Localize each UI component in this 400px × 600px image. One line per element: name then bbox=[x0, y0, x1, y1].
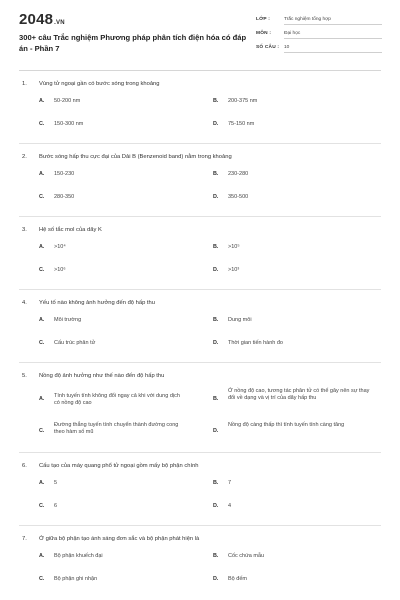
question-label: Nồng độ ảnh hưởng như thế nào đến độ hấp thu bbox=[39, 373, 165, 379]
option-row bbox=[0, 317, 400, 340]
question-label: Yếu tố nào không ảnh hưởng đến độ hấp thu bbox=[39, 300, 155, 306]
meta-label: LỚP : bbox=[256, 17, 271, 22]
question-number: 6. bbox=[22, 463, 27, 469]
option-value: >10⁵ bbox=[228, 244, 240, 250]
option-value: Bộ phận khuếch đại bbox=[54, 553, 103, 559]
option-row bbox=[0, 98, 400, 121]
question-text bbox=[22, 226, 382, 234]
option-row bbox=[0, 121, 400, 136]
option-value: Cấu trúc phân tử bbox=[54, 340, 96, 346]
option-value: 75-150 nm bbox=[228, 121, 255, 127]
question-label: Bước sóng hấp thu cực đại của Dải B (Benzenoid band) nằm trong khoảng bbox=[39, 154, 232, 160]
option-key: D. bbox=[213, 267, 219, 273]
question-divider bbox=[19, 143, 381, 144]
question-divider bbox=[19, 525, 381, 526]
question-label: Ở giữa bộ phận tạo ánh sáng đơn sắc và bộ phận phát hiện là bbox=[39, 536, 200, 542]
meta-row-subject bbox=[256, 28, 382, 42]
question-text bbox=[22, 153, 382, 161]
option-row bbox=[0, 480, 400, 503]
option-value: 350-500 bbox=[228, 194, 249, 200]
site-logo[interactable] bbox=[19, 11, 65, 28]
question-number: 3. bbox=[22, 227, 27, 233]
question-label: Cấu tạo của máy quang phổ tử ngoại gồm mấy bộ phận chính bbox=[39, 463, 199, 469]
option-value: 4 bbox=[228, 503, 232, 509]
options bbox=[0, 388, 400, 450]
page-title: 300+ câu Trắc nghiệm Phương pháp phân tích điện hóa có đáp án - Phần 7 bbox=[19, 33, 247, 53]
question-text bbox=[22, 372, 382, 380]
option-row bbox=[0, 194, 400, 209]
meta-value: Trắc nghiệm tổng hợp bbox=[284, 16, 382, 25]
option-key: A. bbox=[39, 553, 45, 559]
question-divider bbox=[19, 216, 381, 217]
option-row bbox=[0, 553, 400, 576]
option-key: B. bbox=[213, 98, 219, 104]
option-key: C. bbox=[39, 428, 45, 434]
logo-text: 2048 bbox=[19, 11, 54, 28]
option-row bbox=[0, 503, 400, 518]
question-list bbox=[0, 80, 400, 597]
option-value: >10⁶ bbox=[54, 267, 66, 273]
option-row bbox=[0, 422, 400, 450]
option-key: D. bbox=[213, 194, 219, 200]
question-divider bbox=[19, 362, 381, 363]
header bbox=[0, 0, 400, 68]
option-row bbox=[0, 388, 400, 422]
option-value: >10³ bbox=[228, 267, 240, 273]
option-key: C. bbox=[39, 194, 45, 200]
option-value: Nồng độ càng thấp thì tính tuyến tính càng tăng bbox=[228, 422, 345, 428]
option-key: C. bbox=[39, 267, 45, 273]
option-row bbox=[0, 267, 400, 282]
option-key: A. bbox=[39, 396, 45, 402]
option-key: B. bbox=[213, 480, 219, 486]
option-key: B. bbox=[213, 396, 219, 402]
logo-suffix: .VN bbox=[54, 20, 65, 26]
option-key: D. bbox=[213, 576, 219, 582]
question-number: 4. bbox=[22, 300, 27, 306]
option-value: Bộ đếm bbox=[228, 576, 247, 582]
options bbox=[0, 171, 400, 209]
header-divider bbox=[19, 70, 381, 71]
options bbox=[0, 317, 400, 355]
question-6 bbox=[0, 462, 400, 535]
question-2 bbox=[0, 153, 400, 226]
option-key: B. bbox=[213, 553, 219, 559]
meta-label: SỐ CÂU : bbox=[256, 45, 280, 50]
question-text bbox=[22, 299, 382, 307]
option-value: 200-375 nm bbox=[228, 98, 258, 104]
option-key: D. bbox=[213, 340, 219, 346]
option-key: A. bbox=[39, 98, 45, 104]
option-value: >10⁴ bbox=[54, 244, 66, 250]
option-row bbox=[0, 576, 400, 588]
question-divider bbox=[19, 289, 381, 290]
question-text bbox=[22, 80, 382, 88]
option-row bbox=[0, 244, 400, 267]
options bbox=[0, 480, 400, 518]
option-key: A. bbox=[39, 317, 45, 323]
option-key: D. bbox=[213, 428, 219, 434]
option-value: 5 bbox=[54, 480, 58, 486]
option-value: Ở nồng độ cao, tương tác phân tử có thể gây nên sự thay đổi về dạng và vị trí của dãy hấp thu bbox=[228, 388, 370, 402]
question-label: Vùng tử ngoại gần có bước sóng trong khoảng bbox=[39, 81, 160, 87]
option-key: C. bbox=[39, 576, 45, 582]
option-value: Môi trường bbox=[54, 317, 82, 323]
option-value: Dung môi bbox=[228, 317, 252, 323]
question-1 bbox=[0, 80, 400, 153]
option-key: C. bbox=[39, 340, 45, 346]
option-key: B. bbox=[213, 171, 219, 177]
question-7 bbox=[0, 535, 400, 597]
question-5 bbox=[0, 372, 400, 462]
question-number: 7. bbox=[22, 536, 27, 542]
meta-row-class bbox=[256, 14, 382, 28]
question-number: 5. bbox=[22, 373, 27, 379]
option-row bbox=[0, 171, 400, 194]
question-text bbox=[22, 462, 382, 470]
option-value: 280-350 bbox=[54, 194, 75, 200]
option-key: C. bbox=[39, 503, 45, 509]
question-divider bbox=[19, 452, 381, 453]
option-key: A. bbox=[39, 480, 45, 486]
question-4 bbox=[0, 299, 400, 372]
option-value: Cốc chứa mẫu bbox=[228, 553, 265, 559]
option-key: B. bbox=[213, 244, 219, 250]
meta-value: Đại học bbox=[284, 30, 382, 39]
options bbox=[0, 244, 400, 282]
option-value: Đường thẳng tuyến tính chuyển thành đường cong theo hàm số mũ bbox=[54, 422, 179, 436]
option-value: Bộ phận ghi nhận bbox=[54, 576, 98, 582]
question-label: Hệ số tắc mol của dãy K bbox=[39, 227, 102, 233]
meta-row-count bbox=[256, 42, 382, 56]
option-key: A. bbox=[39, 244, 45, 250]
question-number: 1. bbox=[22, 81, 27, 87]
option-value: Thời gian tiến hành đo bbox=[228, 340, 283, 346]
options bbox=[0, 553, 400, 588]
question-number: 2. bbox=[22, 154, 27, 160]
option-value: 230-280 bbox=[228, 171, 249, 177]
option-value: Tính tuyến tính không đổi ngay cả khi với dung dịch có nồng độ cao bbox=[54, 393, 180, 407]
question-text bbox=[22, 535, 382, 543]
option-value: 7 bbox=[228, 480, 232, 486]
option-key: D. bbox=[213, 503, 219, 509]
option-row bbox=[0, 340, 400, 355]
meta-label: MÔN : bbox=[256, 31, 272, 36]
option-value: 150-300 nm bbox=[54, 121, 84, 127]
meta-info bbox=[256, 14, 382, 56]
question-3 bbox=[0, 226, 400, 299]
option-value: 50-200 nm bbox=[54, 98, 81, 104]
option-key: D. bbox=[213, 121, 219, 127]
option-key: C. bbox=[39, 121, 45, 127]
meta-value: 10 bbox=[284, 44, 382, 53]
option-value: 6 bbox=[54, 503, 58, 509]
options bbox=[0, 98, 400, 136]
option-key: B. bbox=[213, 317, 219, 323]
option-value: 150-230 bbox=[54, 171, 75, 177]
option-key: A. bbox=[39, 171, 45, 177]
